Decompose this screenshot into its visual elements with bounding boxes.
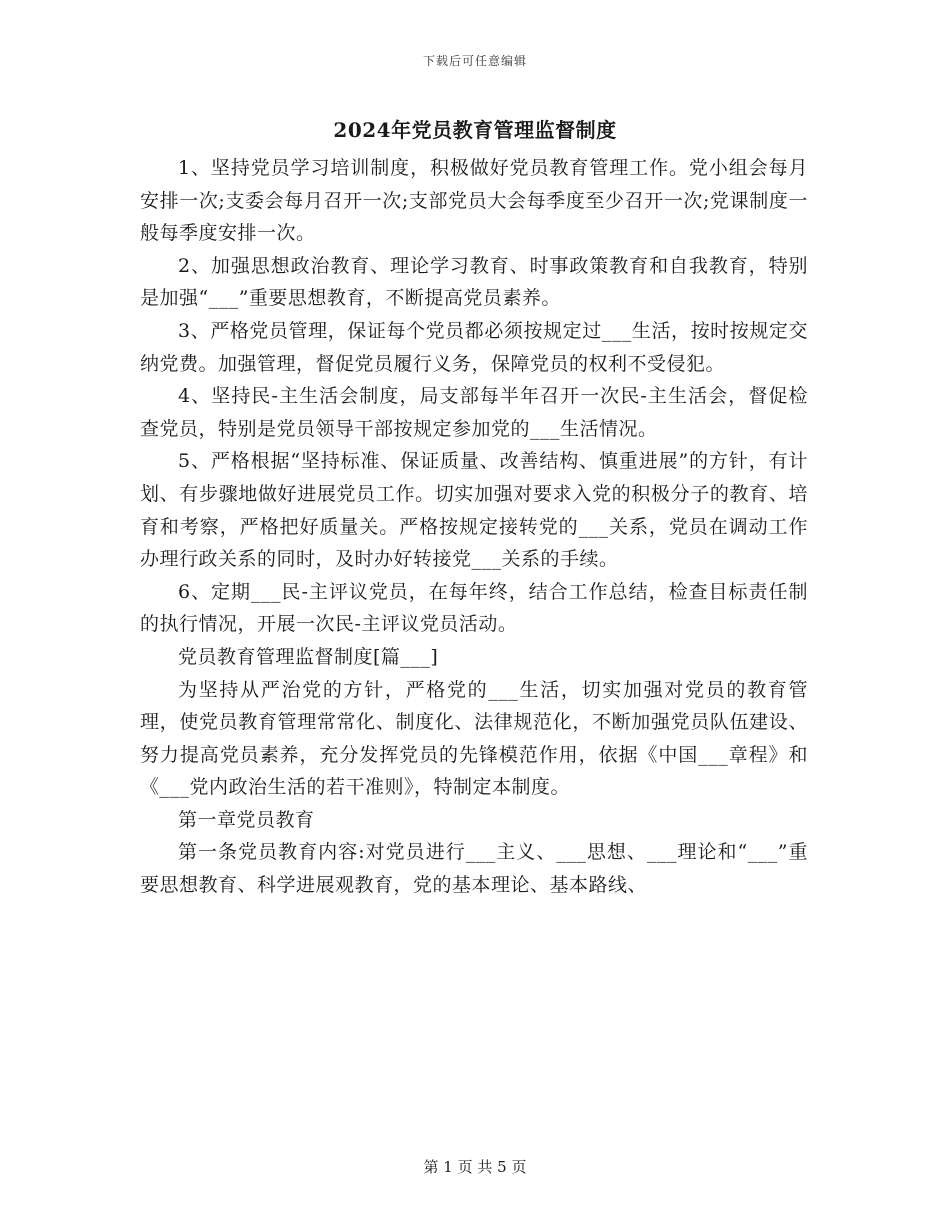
section-heading: 党员教育管理监督制度[篇___] [178, 645, 439, 668]
header-note: 下载后可任意编辑 [422, 54, 527, 68]
paragraph: 为坚持从严治党的方针，严格党的___生活，切实加强对党员的教育管理，使党员教育管理常常化、制度化、法律规范化，不断加强党员队伍建设、努力提高党员素养，充分发挥党员的先锋模范作用，依据《中国___章程》和《___党内政治生活的若干准则》，特制定本制度。 [140, 678, 808, 799]
paragraph: 6、定期___民-主评议党员，在每年终，结合工作总结，检查目标责任制的执行情况，开展一次民-主评议党员活动。 [140, 580, 808, 636]
document-title: 2024年党员教育管理监督制度 [333, 118, 617, 142]
paragraph: 3、严格党员管理，保证每个党员都必须按规定过___生活，按时按规定交纳党费。加强管理，督促党员履行义务，保障党员的权利不受侵犯。 [140, 319, 808, 375]
chapter-heading: 第一章党员教育 [178, 808, 315, 831]
paragraph: 2、加强思想政治教育、理论学习教育、时事政策教育和自我教育，特别是加强“___”重要思想教育，不断提高党员素养。 [140, 254, 808, 310]
paragraph: 第一条党员教育内容:对党员进行___主义、___思想、___理论和“___”重要思想教育、科学进展观教育，党的基本理论、基本路线、 [140, 841, 808, 897]
document-body [140, 152, 808, 902]
paragraph: 5、严格根据“坚持标准、保证质量、改善结构、慎重进展”的方针，有计划、有步骤地做好进展党员工作。切实加强对要求入党的积极分子的教育、培育和考察，严格把好质量关。严格按规定接转党的___关系，党员在调动工作办理行政关系的同时，及时办好转接党___关系的手续。 [140, 450, 808, 571]
paragraph: 4、坚持民-主生活会制度，局支部每半年召开一次民-主生活会，督促检查党员，特别是党员领导干部按规定参加党的___生活情况。 [140, 385, 808, 440]
paragraph: 1、坚持党员学习培训制度，积极做好党员教育管理工作。党小组会每月安排一次;支委会每月召开一次;支部党员大会每季度至少召开一次;党课制度一般每季度安排一次。 [140, 157, 808, 245]
page-footer: 第 1 页 共 5 页 [423, 1158, 527, 1176]
